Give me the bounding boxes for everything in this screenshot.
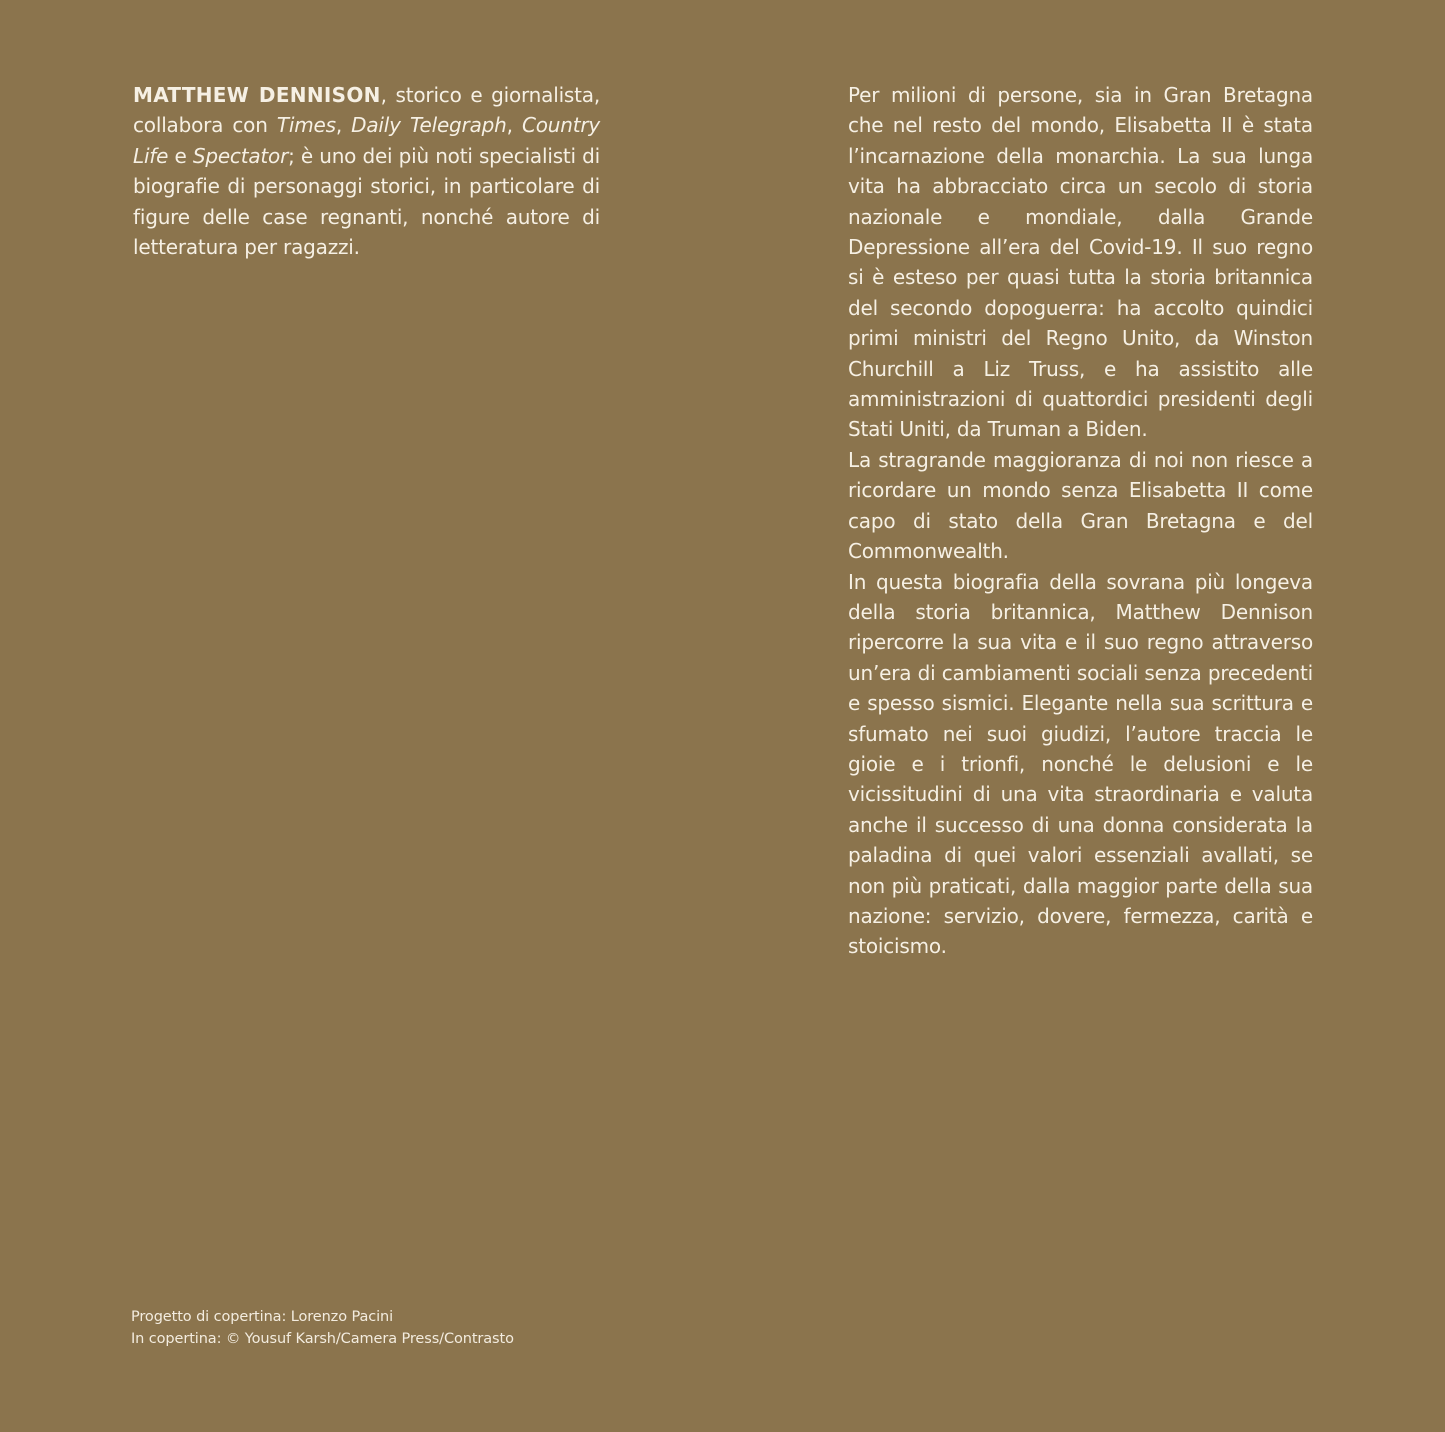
author-name: MATTHEW DENNISON	[133, 83, 381, 107]
separator: e	[168, 143, 193, 168]
synopsis-paragraph-2: La stragrande maggioranza di noi non riesce a ricordare un mondo senza Elisabetta II come capo di stato della Gran Bretagna e del Commonwealth.	[848, 447, 1313, 564]
publication-times: Times	[276, 113, 336, 138]
cover-credits	[131, 1307, 514, 1350]
synopsis-paragraph-1: Per milioni di persone, sia in Gran Bretagna che nel resto del mondo, Elisabetta II è stata l’incarnazione della monarchia. La sua lunga vita ha abbracciato circa un secolo di storia nazionale e mondiale, dalla Grande Depressione all’era del Covid-19. Il suo regno si è esteso per quasi tutta la storia britannica del secondo dopoguerra: ha accolto quindici primi ministri del Regno Unito, da Winston Churchill a Liz Truss, e ha assistito alle amministrazioni di quattordici presidenti degli Stati Uniti, da Truman a Biden.	[848, 83, 1313, 442]
book-synopsis	[848, 80, 1313, 962]
author-bio-text: ; è uno dei più noti specialisti di biografie di personaggi storici, in particolare di figure delle case regnanti, nonché autore di letteratura per ragazzi.	[133, 143, 600, 260]
author-bio	[133, 80, 600, 262]
cover-design-credit: Progetto di copertina: Lorenzo Pacini	[131, 1309, 394, 1325]
publication-country-life: Country Life	[133, 113, 600, 168]
publication-spectator: Spectator	[192, 143, 289, 168]
separator: ,	[335, 113, 352, 138]
synopsis-paragraph-3: In questa biografia della sovrana più longeva della storia britannica, Matthew Dennison ripercorre la sua vita e il suo regno attraverso un’era di cambiamenti sociali senza precedenti e spesso sismici. Elegante nella sua scrittura e sfumato nei suoi giudizi, l’autore traccia le gioie e i trionfi, nonché le delusioni e le vicissitudini di una vita straordinaria e valuta anche il successo di una donna considerata la paladina di quei valori essenziali avallati, se non più praticati, dalla maggior parte della sua nazione: servizio, dovere, fermezza, carità e stoicismo.	[848, 569, 1313, 959]
cover-photo-credit: In copertina: © Yousuf Karsh/Camera Press/Contrasto	[131, 1330, 514, 1347]
author-bio-text: , storico e giornalista, collabora con	[133, 83, 601, 138]
publication-daily-telegraph: Daily Telegraph	[351, 113, 507, 138]
separator: ,	[506, 113, 522, 138]
author-bio-paragraph	[133, 80, 600, 262]
